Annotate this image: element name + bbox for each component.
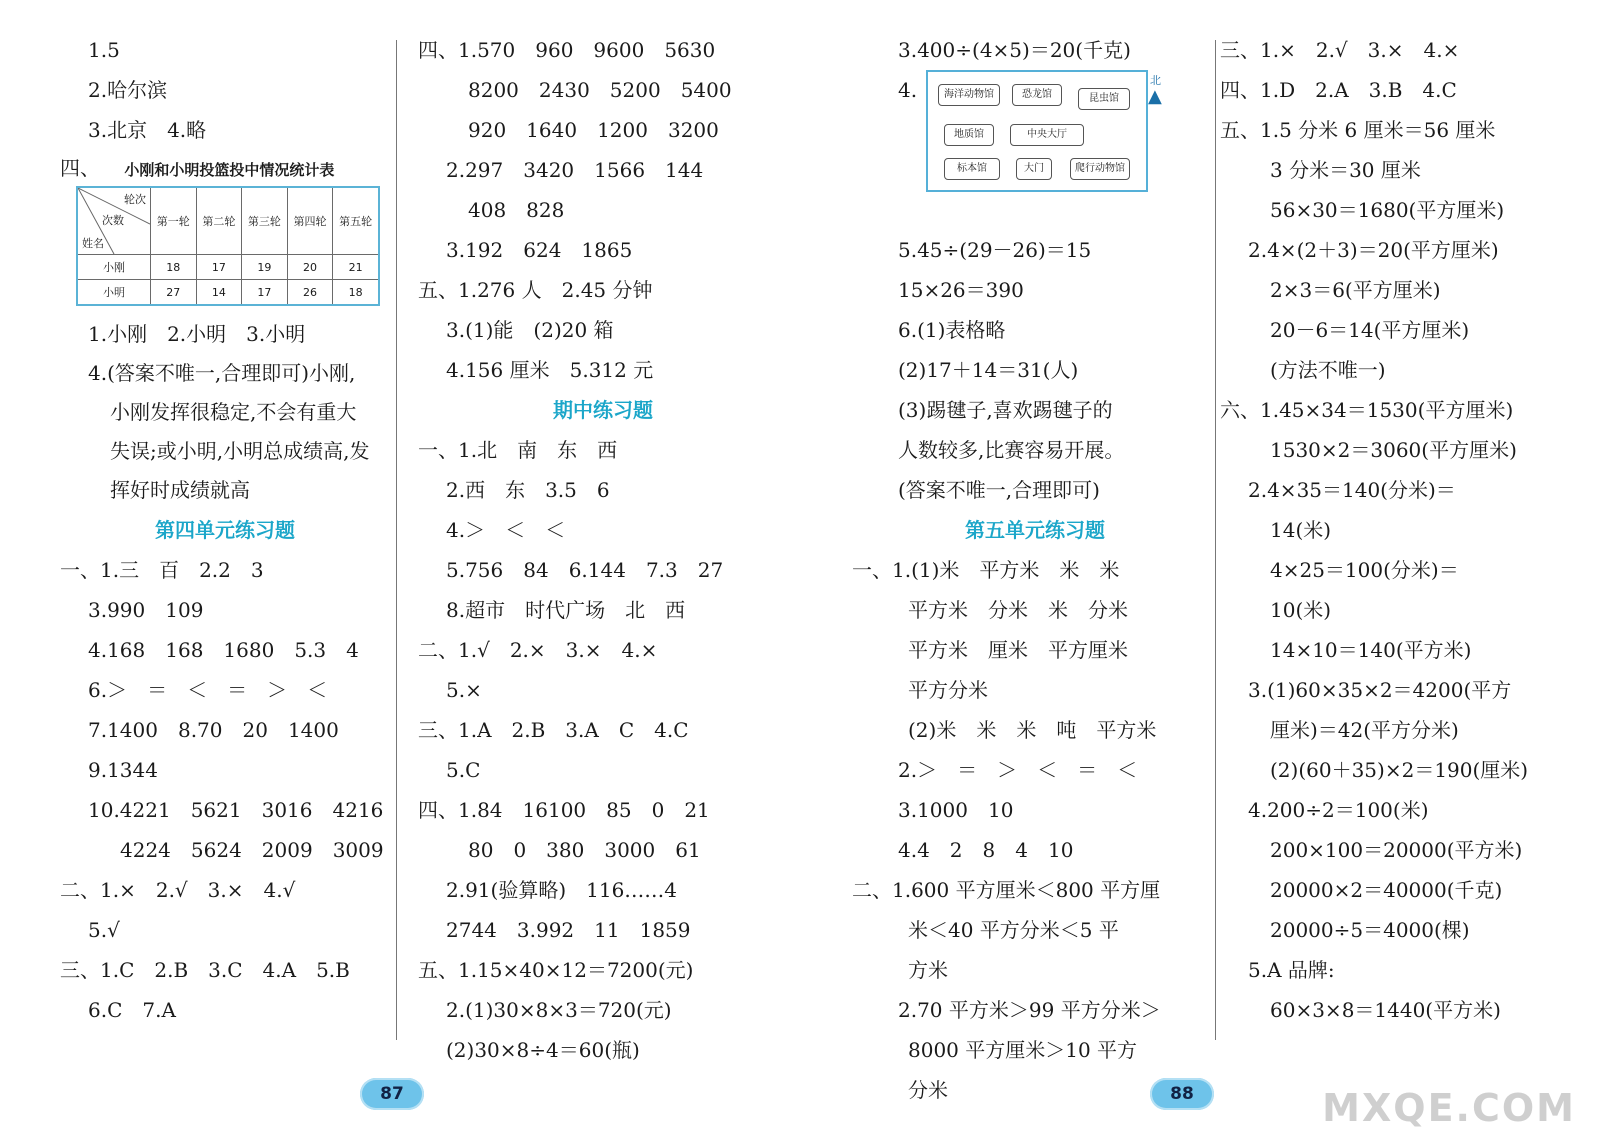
answer-line: 60×3×8＝1440(平方米) xyxy=(1270,998,1501,1022)
answer-line: 一、1.(1)米 平方米 米 米 xyxy=(852,558,1120,582)
table-diagonal-header xyxy=(77,187,151,255)
answer-line: (答案不唯一,合理即可) xyxy=(898,478,1100,502)
answer-line: 14(米) xyxy=(1270,518,1332,542)
table-cell: 20 xyxy=(287,255,333,280)
answer-line: 5.45÷(29－26)＝15 xyxy=(898,238,1092,262)
answer-line: 2.70 平方米＞99 平方分米＞ xyxy=(898,998,1161,1022)
answer-line: 5.√ xyxy=(88,918,120,942)
answer-line: 方米 xyxy=(908,958,948,982)
answer-line: 分米 xyxy=(908,1078,948,1102)
answer-line: 4224 5624 2009 3009 xyxy=(120,838,384,862)
answer-line: (2)米 米 米 吨 平方米 xyxy=(908,718,1157,742)
answer-line: 2.西 东 3.5 6 xyxy=(446,478,610,502)
answer-line: 2.＞ ＝ ＞ ＜ ＝ ＜ xyxy=(898,758,1138,782)
diag-top-label: 轮次 xyxy=(124,193,146,206)
table-header: 第二轮 xyxy=(196,187,242,255)
table-row xyxy=(77,280,379,306)
north-arrow-icon: ▲ xyxy=(1148,86,1162,107)
answer-line: 408 828 xyxy=(468,198,565,222)
column-divider-left xyxy=(396,40,397,1040)
answer-line: 3.北京 4.略 xyxy=(88,118,207,142)
answer-line: 2.(1)30×8×3＝720(元) xyxy=(446,998,672,1022)
map-box: 恐龙馆 xyxy=(1012,84,1062,106)
answer-line: 3.400÷(4×5)＝20(千克) xyxy=(898,38,1131,62)
answer-column-4 xyxy=(1220,30,1560,1030)
section-heading: 第五单元练习题 xyxy=(965,518,1105,542)
map-box: 中央大厅 xyxy=(1010,124,1084,146)
table-cell-name: 小明 xyxy=(77,280,151,306)
answer-line: 20000÷5＝4000(棵) xyxy=(1270,918,1470,942)
answer-line: 20－6＝14(平方厘米) xyxy=(1270,318,1470,342)
answer-paragraph: 4.(答案不唯一,合理即可)小刚,小刚发挥很稳定,不会有重大失误;或小明,小明总成绩高,发挥好时成绩就高 xyxy=(88,361,370,502)
answer-line: 20000×2＝40000(千克) xyxy=(1270,878,1503,902)
diag-mid-label: 次数 xyxy=(102,214,124,227)
answer-line: 三、1.C 2.B 3.C 4.A 5.B xyxy=(60,958,350,982)
answer-line: 四、1.570 960 9600 5630 xyxy=(418,38,716,62)
unit4-answers xyxy=(60,550,390,1030)
map-box: 海洋动物馆 xyxy=(938,84,1000,106)
section-heading: 第四单元练习题 xyxy=(155,518,295,542)
answer-line: 2.哈尔滨 xyxy=(88,78,168,102)
answer-line: 200×100＝20000(平方米) xyxy=(1270,838,1523,862)
answer-column-2 xyxy=(418,30,788,1070)
answer-line: 六、1.45×34＝1530(平方厘米) xyxy=(1220,398,1514,422)
answer-line: 4.168 168 1680 5.3 4 xyxy=(88,638,359,662)
answer-line: 2.297 3420 1566 144 xyxy=(446,158,704,182)
table-cell: 18 xyxy=(333,280,379,306)
answer-line: 人数较多,比赛容易开展。 xyxy=(898,438,1125,462)
answer-line: (2)17＋14＝31(人) xyxy=(898,358,1079,382)
answer-column-3 xyxy=(852,30,1200,1110)
map-box: 地质馆 xyxy=(944,124,994,146)
answer-line: (2)30×8÷4＝60(瓶) xyxy=(446,1038,640,1062)
answer-line: 80 0 380 3000 61 xyxy=(468,838,701,862)
answer-line: 5.C xyxy=(446,758,481,782)
table-row xyxy=(77,255,379,280)
table-cell-name: 小刚 xyxy=(77,255,151,280)
answer-line: 6.C 7.A xyxy=(88,998,176,1022)
answer-line: 2×3＝6(平方厘米) xyxy=(1270,278,1441,302)
answer-line: 平方米 厘米 平方厘米 xyxy=(908,638,1128,662)
answer-line: 8000 平方厘米＞10 平方 xyxy=(908,1038,1138,1062)
answer-line: 9.1344 xyxy=(88,758,158,782)
answer-line: 3.192 624 1865 xyxy=(446,238,633,262)
museum-map xyxy=(926,70,1148,192)
answer-line: 四、1.D 2.A 3.B 4.C xyxy=(1220,78,1457,102)
answer-line: 3.1000 10 xyxy=(898,798,1014,822)
answer-line: 6.(1)表格略 xyxy=(898,318,1006,342)
answer-line: 3.(1)能 (2)20 箱 xyxy=(446,318,614,342)
answer-line: 一、1.三 百 2.2 3 xyxy=(60,558,264,582)
answer-line: 4.＞ ＜ ＜ xyxy=(446,518,566,542)
table-cell: 14 xyxy=(196,280,242,306)
answer-line: 三、1.× 2.√ 3.× 4.× xyxy=(1220,38,1460,62)
answer-line: 8.超市 时代广场 北 西 xyxy=(446,598,686,622)
section-heading: 期中练习题 xyxy=(553,398,653,422)
answer-line: 厘米)＝42(平方分米) xyxy=(1270,718,1459,742)
answer-line: 4.200÷2＝100(米) xyxy=(1248,798,1429,822)
answer-line: 二、1.× 2.√ 3.× 4.√ xyxy=(60,878,296,902)
answer-line: 2744 3.992 11 1859 xyxy=(446,918,691,942)
section-label: 四、 xyxy=(60,156,100,180)
answer-line: 米＜40 平方分米＜5 平 xyxy=(908,918,1119,942)
table-cell: 27 xyxy=(151,280,197,306)
answer-line: 7.1400 8.70 20 1400 xyxy=(88,718,339,742)
table-header: 第一轮 xyxy=(151,187,197,255)
answer-line: (方法不唯一) xyxy=(1270,358,1386,382)
table-cell: 17 xyxy=(242,280,288,306)
map-box: 爬行动物馆 xyxy=(1070,158,1130,180)
answer-line: 5.× xyxy=(446,678,482,702)
answer-line: 10.4221 5621 3016 4216 xyxy=(88,798,384,822)
table-title-row xyxy=(60,150,390,186)
answer-line: 4.156 厘米 5.312 元 xyxy=(446,358,654,382)
answer-line: 8200 2430 5200 5400 xyxy=(468,78,732,102)
answer-line: 2.4×35＝140(分米)＝ xyxy=(1248,478,1456,502)
answer-line: 一、1.北 南 东 西 xyxy=(418,438,618,462)
page-number-right: 88 xyxy=(1150,1078,1214,1110)
north-label: 北 xyxy=(1150,74,1161,87)
answer-line: 6.＞ ＝ ＜ ＝ ＞ ＜ xyxy=(88,678,328,702)
answer-line: (2)(60＋35)×2＝190(厘米) xyxy=(1270,758,1529,782)
answer-line: 5.756 84 6.144 7.3 27 xyxy=(446,558,724,582)
answer-line: 平方米 分米 米 分米 xyxy=(908,598,1128,622)
answer-line: 2.91(验算略) 116……4 xyxy=(446,878,678,902)
answer-line: 5.A 品牌: xyxy=(1248,958,1335,982)
table-header: 第五轮 xyxy=(333,187,379,255)
answer-line: 3.(1)60×35×2＝4200(平方 xyxy=(1248,678,1512,702)
answer-line: 1530×2＝3060(平方厘米) xyxy=(1270,438,1517,462)
map-box: 标本馆 xyxy=(944,158,1000,180)
answer-line: 4. xyxy=(898,78,918,102)
table-cell: 17 xyxy=(196,255,242,280)
page-number-left: 87 xyxy=(360,1078,424,1110)
table-cell: 26 xyxy=(287,280,333,306)
answer-line: 920 1640 1200 3200 xyxy=(468,118,719,142)
watermark-logo: MXQE.COM xyxy=(1322,1086,1576,1130)
table-cell: 21 xyxy=(333,255,379,280)
answer-line: 五、1.5 分米 6 厘米＝56 厘米 xyxy=(1220,118,1496,142)
answer-line: 4.4 2 8 4 10 xyxy=(898,838,1074,862)
answer-line: 10(米) xyxy=(1270,598,1332,622)
column-divider-right xyxy=(1215,40,1216,1040)
answer-line: 2.4×(2＋3)＝20(平方厘米) xyxy=(1248,238,1499,262)
answer-line: 二、1.√ 2.× 3.× 4.× xyxy=(418,638,658,662)
map-box: 昆虫馆 xyxy=(1078,88,1130,110)
table-header: 第三轮 xyxy=(242,187,288,255)
answer-line: 3 分米＝30 厘米 xyxy=(1270,158,1421,182)
answer-line: 平方分米 xyxy=(908,678,988,702)
answer-column-1 xyxy=(60,30,390,1030)
table-header: 第四轮 xyxy=(287,187,333,255)
answer-line: 1.5 xyxy=(88,38,120,62)
diag-bottom-label: 姓名 xyxy=(82,237,104,250)
answer-line: 4×25＝100(分米)＝ xyxy=(1270,558,1459,582)
answer-line: (3)踢毽子,喜欢踢毽子的 xyxy=(898,398,1113,422)
answer-line: 1.小刚 2.小明 3.小明 xyxy=(88,322,306,346)
answer-line: 五、1.276 人 2.45 分钟 xyxy=(418,278,653,302)
answer-line: 56×30＝1680(平方厘米) xyxy=(1270,198,1505,222)
answer-line: 二、1.600 平方厘米＜800 平方厘 xyxy=(852,878,1161,902)
map-box: 大门 xyxy=(1016,158,1052,180)
stats-table xyxy=(76,186,380,306)
answer-line: 14×10＝140(平方米) xyxy=(1270,638,1472,662)
answer-line: 五、1.15×40×12＝7200(元) xyxy=(418,958,694,982)
answer-line: 三、1.A 2.B 3.A C 4.C xyxy=(418,718,689,742)
table-title: 小刚和小明投篮投中情况统计表 xyxy=(124,161,335,179)
answer-line: 3.990 109 xyxy=(88,598,204,622)
answer-line: 四、1.84 16100 85 0 21 xyxy=(418,798,710,822)
table-cell: 19 xyxy=(242,255,288,280)
answer-line: 15×26＝390 xyxy=(898,278,1024,302)
table-cell: 18 xyxy=(151,255,197,280)
